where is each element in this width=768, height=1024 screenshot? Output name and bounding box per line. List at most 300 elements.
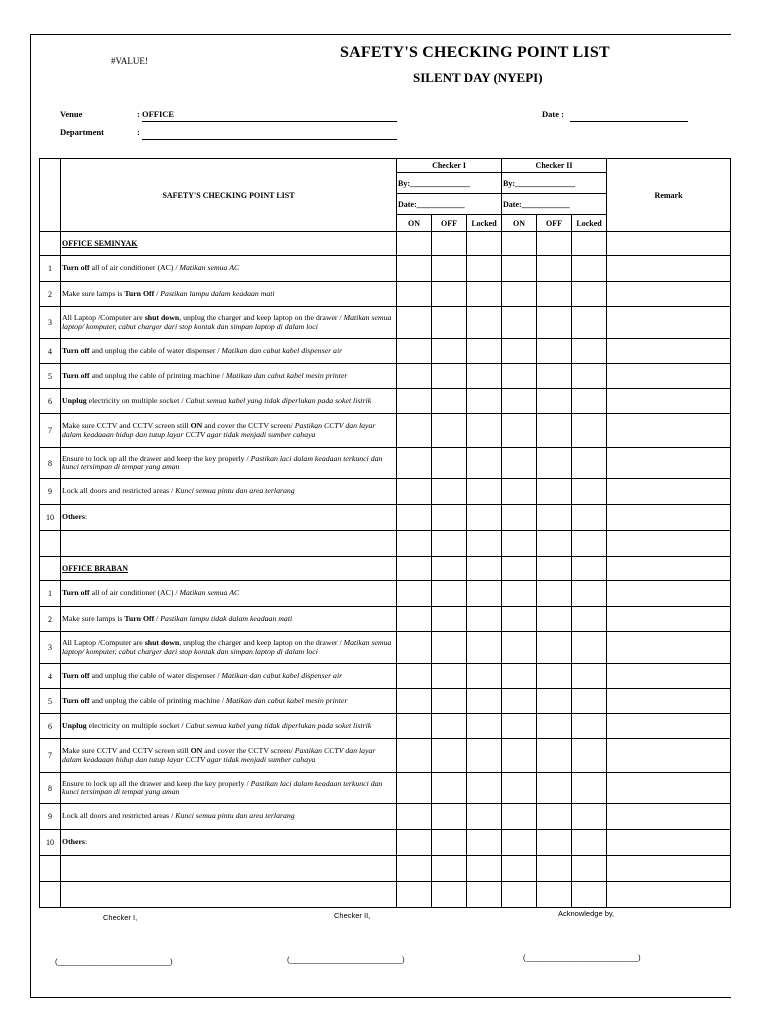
blank-check-cell[interactable] [607, 882, 731, 908]
blank-check-cell[interactable] [502, 856, 537, 882]
item-check-cell[interactable] [397, 773, 432, 804]
row-number-cell [40, 557, 61, 581]
blank-check-cell[interactable] [397, 531, 432, 557]
item-check-cell[interactable] [537, 689, 572, 714]
item-number: 3 [40, 307, 61, 339]
item-text-i1: Matikan dan cabut kabel mesin printer [225, 695, 348, 705]
item-check-cell[interactable] [432, 479, 467, 505]
item-check-cell[interactable] [572, 282, 607, 307]
item-number: 2 [40, 607, 61, 632]
item-check-cell[interactable] [537, 282, 572, 307]
error-cell: #VALUE! [111, 56, 148, 66]
item-check-cell[interactable] [432, 581, 467, 607]
item-check-cell[interactable] [397, 256, 432, 282]
item-check-cell[interactable] [607, 739, 731, 773]
item-check-cell[interactable] [572, 448, 607, 479]
item-check-cell[interactable] [397, 830, 432, 856]
item-text-t1: Ensure to lock up all the drawer and keep the key properly / [62, 778, 251, 788]
item-description [61, 256, 397, 282]
item-text-t1: Lock all doors and restricted areas / [62, 486, 176, 496]
blank-check-cell[interactable] [607, 856, 731, 882]
section-row [40, 232, 731, 256]
item-check-cell[interactable] [572, 714, 607, 739]
item-check-cell[interactable] [467, 505, 502, 531]
item-number: 6 [40, 389, 61, 414]
section-check-cell[interactable] [397, 557, 432, 581]
checklist-row [40, 689, 731, 714]
item-check-cell[interactable] [502, 256, 537, 282]
item-check-cell[interactable] [432, 389, 467, 414]
blank-check-cell[interactable] [432, 882, 467, 908]
item-text-i1: Kunci semua pintu dan area terlarang [175, 486, 295, 496]
item-text-t3: and cover the CCTV screen/ [202, 421, 295, 430]
item-check-cell[interactable] [537, 414, 572, 448]
item-check-cell[interactable] [432, 339, 467, 364]
item-text-b1: Unplug [62, 395, 87, 405]
item-check-cell[interactable] [502, 448, 537, 479]
blank-description-cell[interactable] [61, 531, 397, 557]
item-number: 3 [40, 632, 61, 664]
item-check-cell[interactable] [607, 256, 731, 282]
item-check-cell[interactable] [467, 256, 502, 282]
venue-label: Venue [60, 109, 83, 119]
item-description [61, 364, 397, 389]
blank-check-cell[interactable] [572, 856, 607, 882]
checklist-row [40, 773, 731, 804]
item-check-cell[interactable] [397, 632, 432, 664]
blank-check-cell[interactable] [397, 882, 432, 908]
item-check-cell[interactable] [467, 804, 502, 830]
item-check-cell[interactable] [432, 364, 467, 389]
item-check-cell[interactable] [607, 282, 731, 307]
checker1-by[interactable]: By:_______________ [397, 173, 502, 194]
item-check-cell[interactable] [467, 581, 502, 607]
item-check-cell[interactable] [467, 414, 502, 448]
item-check-cell[interactable] [537, 479, 572, 505]
item-number: 2 [40, 282, 61, 307]
item-check-cell[interactable] [432, 307, 467, 339]
table-main-header: SAFETY'S CHECKING POINT LIST [61, 159, 397, 232]
item-text-t1: Make sure CCTV and CCTV screen still [62, 421, 191, 430]
document-subtitle: SILENT DAY (NYEPI) [413, 70, 543, 85]
item-check-cell[interactable] [572, 804, 607, 830]
item-check-cell[interactable] [467, 714, 502, 739]
item-check-cell[interactable] [502, 830, 537, 856]
item-check-cell[interactable] [502, 689, 537, 714]
item-check-cell[interactable] [502, 414, 537, 448]
item-check-cell[interactable] [572, 339, 607, 364]
checker2-by[interactable]: By:_______________ [502, 173, 607, 194]
item-check-cell[interactable] [537, 714, 572, 739]
item-description [61, 581, 397, 607]
item-text-i2: Matikan semua laptop/ komputer, cabut charger dari stop kontak dan simpan laptop di dalam loci [62, 638, 392, 656]
item-check-cell[interactable] [467, 339, 502, 364]
item-check-cell[interactable] [572, 414, 607, 448]
blank-check-cell[interactable] [502, 531, 537, 557]
item-check-cell[interactable] [432, 282, 467, 307]
item-check-cell[interactable] [537, 830, 572, 856]
col-off-1: OFF [432, 215, 467, 232]
checker1-header: Checker I [397, 159, 502, 173]
item-check-cell[interactable] [537, 389, 572, 414]
checklist-row [40, 632, 731, 664]
item-check-cell[interactable] [397, 581, 432, 607]
item-check-cell[interactable] [397, 364, 432, 389]
item-check-cell[interactable] [467, 364, 502, 389]
item-check-cell[interactable] [397, 479, 432, 505]
blank-check-cell[interactable] [572, 882, 607, 908]
item-text-i1: Kunci semua pintu dan area terlarang [175, 811, 295, 821]
item-check-cell[interactable] [572, 364, 607, 389]
item-text-t1: and unplug the cable of printing machine / [89, 695, 226, 705]
item-text-t1: : [84, 837, 88, 847]
item-check-cell[interactable] [502, 581, 537, 607]
item-check-cell[interactable] [502, 282, 537, 307]
item-check-cell[interactable] [537, 256, 572, 282]
item-check-cell[interactable] [607, 389, 731, 414]
section-check-cell[interactable] [607, 557, 731, 581]
section-check-cell[interactable] [607, 232, 731, 256]
section-check-cell[interactable] [502, 557, 537, 581]
item-check-cell[interactable] [502, 364, 537, 389]
item-check-cell[interactable] [397, 804, 432, 830]
item-check-cell[interactable] [607, 364, 731, 389]
item-text-t1: and unplug the cable of water dispenser / [89, 345, 222, 355]
item-number: 4 [40, 664, 61, 689]
item-description [61, 389, 397, 414]
item-number: 4 [40, 339, 61, 364]
checklist-row [40, 830, 731, 856]
section-check-cell[interactable] [537, 232, 572, 256]
item-text-t1: and unplug the cable of water dispenser / [89, 670, 222, 680]
item-text-b1: Unplug [62, 720, 87, 730]
item-check-cell[interactable] [607, 448, 731, 479]
checker2-signature-label: Checker II, [334, 911, 371, 920]
item-text-b1: Others [62, 512, 85, 522]
item-text-b2: shut down [144, 313, 180, 322]
item-description [61, 714, 397, 739]
item-check-cell[interactable] [607, 414, 731, 448]
item-check-cell[interactable] [467, 664, 502, 689]
checklist-row [40, 664, 731, 689]
item-check-cell[interactable] [432, 714, 467, 739]
item-check-cell[interactable] [397, 739, 432, 773]
item-check-cell[interactable] [397, 714, 432, 739]
col-on-2: ON [502, 215, 537, 232]
checklist-row [40, 607, 731, 632]
checklist-row [40, 307, 731, 339]
item-text-t1: Make sure lamps is [62, 288, 125, 298]
item-text-i1: Matikan dan cabut kabel dispenser air [221, 345, 343, 355]
item-text-b2: Turn Off [124, 613, 155, 623]
item-text-i1: Cabut semua kabel yang tidak diperlukan pada soket listrik [185, 720, 372, 730]
item-check-cell[interactable] [607, 307, 731, 339]
blank-check-cell[interactable] [397, 856, 432, 882]
item-check-cell[interactable] [572, 739, 607, 773]
item-check-cell[interactable] [397, 448, 432, 479]
section-check-cell[interactable] [502, 232, 537, 256]
item-number: 9 [40, 804, 61, 830]
item-check-cell[interactable] [502, 479, 537, 505]
item-check-cell[interactable] [607, 632, 731, 664]
item-text-b1: Turn off [62, 588, 90, 598]
item-check-cell[interactable] [432, 689, 467, 714]
blank-check-cell[interactable] [537, 531, 572, 557]
col-locked-1: Locked [467, 215, 502, 232]
item-check-cell[interactable] [537, 339, 572, 364]
item-check-cell[interactable] [467, 389, 502, 414]
item-number: 8 [40, 773, 61, 804]
item-check-cell[interactable] [607, 773, 731, 804]
item-check-cell[interactable] [502, 773, 537, 804]
item-description [61, 632, 397, 664]
item-text-t3: and cover the CCTV screen/ [202, 746, 295, 755]
item-check-cell[interactable] [502, 664, 537, 689]
blank-check-cell[interactable] [432, 531, 467, 557]
item-check-cell[interactable] [537, 804, 572, 830]
item-text-i2: Matikan semua laptop/ komputer, cabut charger dari stop kontak dan simpan laptop di dalam loci [62, 313, 392, 331]
item-text-t1: electricity on multiple socket / [86, 720, 186, 730]
item-check-cell[interactable] [397, 505, 432, 531]
checker2-signature-line[interactable]: (___________________________) [287, 955, 405, 964]
item-check-cell[interactable] [572, 505, 607, 531]
item-check-cell[interactable] [537, 581, 572, 607]
section-check-cell[interactable] [467, 557, 502, 581]
item-check-cell[interactable] [467, 307, 502, 339]
date-underline[interactable] [570, 121, 688, 122]
blank-row [40, 856, 731, 882]
item-check-cell[interactable] [432, 632, 467, 664]
section-title: OFFICE BRABAN [61, 557, 397, 581]
item-check-cell[interactable] [502, 804, 537, 830]
item-check-cell[interactable] [537, 773, 572, 804]
venue-underline [142, 121, 397, 122]
blank-check-cell[interactable] [537, 856, 572, 882]
checklist-row [40, 505, 731, 531]
item-check-cell[interactable] [607, 607, 731, 632]
item-number: 5 [40, 364, 61, 389]
item-check-cell[interactable] [572, 581, 607, 607]
item-check-cell[interactable] [572, 664, 607, 689]
checker2-date[interactable]: Date:____________ [502, 194, 607, 215]
section-check-cell[interactable] [467, 232, 502, 256]
item-check-cell[interactable] [397, 414, 432, 448]
section-row [40, 557, 731, 581]
row-number-cell [40, 856, 61, 882]
blank-description-cell[interactable] [61, 856, 397, 882]
item-check-cell[interactable] [432, 448, 467, 479]
item-check-cell[interactable] [607, 581, 731, 607]
item-check-cell[interactable] [467, 282, 502, 307]
item-number: 9 [40, 479, 61, 505]
checker2-header: Checker II [502, 159, 607, 173]
item-description [61, 339, 397, 364]
item-check-cell[interactable] [537, 632, 572, 664]
item-text-t3: , unplug the charger and keep laptop on the drawer / [179, 638, 344, 647]
item-number: 10 [40, 830, 61, 856]
section-check-cell[interactable] [572, 557, 607, 581]
item-check-cell[interactable] [607, 714, 731, 739]
item-check-cell[interactable] [432, 804, 467, 830]
item-check-cell[interactable] [502, 505, 537, 531]
item-text-i1: Matikan dan cabut kabel mesin printer [225, 370, 348, 380]
checklist-row [40, 282, 731, 307]
item-check-cell[interactable] [537, 364, 572, 389]
item-text-i2: Pastikan lampu tidak dalam keadaan mati [160, 613, 293, 623]
item-description [61, 830, 397, 856]
item-check-cell[interactable] [572, 689, 607, 714]
blank-row [40, 882, 731, 908]
item-check-cell[interactable] [572, 632, 607, 664]
item-check-cell[interactable] [537, 664, 572, 689]
item-check-cell[interactable] [607, 689, 731, 714]
checklist-row [40, 581, 731, 607]
item-text-t1: and unplug the cable of printing machine / [89, 370, 226, 380]
item-check-cell[interactable] [607, 830, 731, 856]
row-number-cell [40, 882, 61, 908]
item-check-cell[interactable] [502, 389, 537, 414]
item-text-i2: Pastikan lampu dalam keadaan mati [160, 288, 275, 298]
item-check-cell[interactable] [467, 479, 502, 505]
venue-value[interactable]: : OFFICE [137, 109, 175, 119]
item-check-cell[interactable] [572, 389, 607, 414]
item-number: 8 [40, 448, 61, 479]
row-number-cell [40, 531, 61, 557]
item-check-cell[interactable] [397, 607, 432, 632]
item-number: 5 [40, 689, 61, 714]
section-check-cell[interactable] [537, 557, 572, 581]
item-check-cell[interactable] [572, 307, 607, 339]
item-check-cell[interactable] [572, 607, 607, 632]
item-check-cell[interactable] [537, 307, 572, 339]
acknowledge-signature-line[interactable]: (___________________________) [523, 953, 641, 962]
item-check-cell[interactable] [572, 479, 607, 505]
item-text-i1: Cabut semua kabel yang tidak diperlukan pada soket listrik [185, 395, 372, 405]
section-check-cell[interactable] [432, 557, 467, 581]
item-text-b1: Turn off [62, 370, 90, 380]
item-check-cell[interactable] [467, 773, 502, 804]
item-check-cell[interactable] [397, 689, 432, 714]
section-check-cell[interactable] [397, 232, 432, 256]
item-check-cell[interactable] [537, 448, 572, 479]
item-text-b1: Others [62, 837, 85, 847]
item-text-b1: Turn off [62, 263, 90, 273]
item-check-cell[interactable] [607, 505, 731, 531]
item-check-cell[interactable] [467, 689, 502, 714]
item-check-cell[interactable] [537, 505, 572, 531]
item-check-cell[interactable] [467, 632, 502, 664]
item-check-cell[interactable] [432, 256, 467, 282]
item-check-cell[interactable] [607, 804, 731, 830]
item-text-b2: shut down [144, 638, 180, 647]
blank-check-cell[interactable] [467, 531, 502, 557]
item-check-cell[interactable] [397, 307, 432, 339]
item-check-cell[interactable] [397, 339, 432, 364]
section-title: OFFICE SEMINYAK [61, 232, 397, 256]
item-number: 10 [40, 505, 61, 531]
item-check-cell[interactable] [502, 714, 537, 739]
item-check-cell[interactable] [572, 830, 607, 856]
department-value[interactable]: : [137, 127, 140, 137]
item-check-cell[interactable] [432, 830, 467, 856]
remark-header: Remark [607, 159, 731, 232]
item-text-t3: / [154, 288, 161, 298]
checklist-row [40, 714, 731, 739]
item-check-cell[interactable] [572, 773, 607, 804]
blank-description-cell[interactable] [61, 882, 397, 908]
blank-check-cell[interactable] [607, 531, 731, 557]
item-check-cell[interactable] [467, 830, 502, 856]
item-check-cell[interactable] [537, 607, 572, 632]
item-check-cell[interactable] [432, 739, 467, 773]
item-description [61, 804, 397, 830]
item-check-cell[interactable] [607, 479, 731, 505]
item-text-t1: All Laptop /Computer are [62, 638, 145, 647]
document-title: SAFETY'S CHECKING POINT LIST [340, 44, 610, 61]
item-description [61, 448, 397, 479]
item-check-cell[interactable] [432, 607, 467, 632]
row-number-cell [40, 232, 61, 256]
item-check-cell[interactable] [502, 632, 537, 664]
item-description [61, 773, 397, 804]
item-text-i1: Pastikan laci dalam keadaan terkunci dan kunci tersimpan di tempat yang aman [62, 453, 383, 471]
item-text-i2: Pastikan CCTV dan layar dalam keadaaan hidup dan tutup layar CCTV agar tidak menjadi sumber cahaya [62, 746, 376, 764]
item-description [61, 282, 397, 307]
checklist-row [40, 339, 731, 364]
checker1-signature-line[interactable]: (___________________________) [55, 957, 173, 966]
item-check-cell[interactable] [432, 664, 467, 689]
blank-check-cell[interactable] [572, 531, 607, 557]
item-check-cell[interactable] [607, 339, 731, 364]
item-text-t1: : [84, 512, 88, 522]
item-description [61, 689, 397, 714]
item-description [61, 307, 397, 339]
item-check-cell[interactable] [607, 664, 731, 689]
item-text-b1: Turn off [62, 670, 90, 680]
blank-check-cell[interactable] [432, 856, 467, 882]
item-text-i1: Matikan semua AC [179, 263, 240, 273]
blank-check-cell[interactable] [467, 882, 502, 908]
item-check-cell[interactable] [432, 773, 467, 804]
item-check-cell[interactable] [502, 307, 537, 339]
item-check-cell[interactable] [572, 256, 607, 282]
blank-check-cell[interactable] [537, 882, 572, 908]
checklist-row [40, 389, 731, 414]
item-number: 6 [40, 714, 61, 739]
item-number: 1 [40, 256, 61, 282]
item-check-cell[interactable] [397, 282, 432, 307]
blank-check-cell[interactable] [467, 856, 502, 882]
item-check-cell[interactable] [432, 414, 467, 448]
checker1-date[interactable]: Date:____________ [397, 194, 502, 215]
item-check-cell[interactable] [467, 607, 502, 632]
item-check-cell[interactable] [467, 739, 502, 773]
item-number: 7 [40, 414, 61, 448]
section-check-cell[interactable] [432, 232, 467, 256]
item-check-cell[interactable] [502, 339, 537, 364]
item-check-cell[interactable] [502, 607, 537, 632]
item-description [61, 479, 397, 505]
checklist-row [40, 479, 731, 505]
blank-check-cell[interactable] [502, 882, 537, 908]
section-check-cell[interactable] [572, 232, 607, 256]
item-check-cell[interactable] [502, 739, 537, 773]
item-check-cell[interactable] [537, 739, 572, 773]
item-check-cell[interactable] [467, 448, 502, 479]
item-check-cell[interactable] [432, 505, 467, 531]
item-check-cell[interactable] [397, 389, 432, 414]
item-check-cell[interactable] [397, 664, 432, 689]
